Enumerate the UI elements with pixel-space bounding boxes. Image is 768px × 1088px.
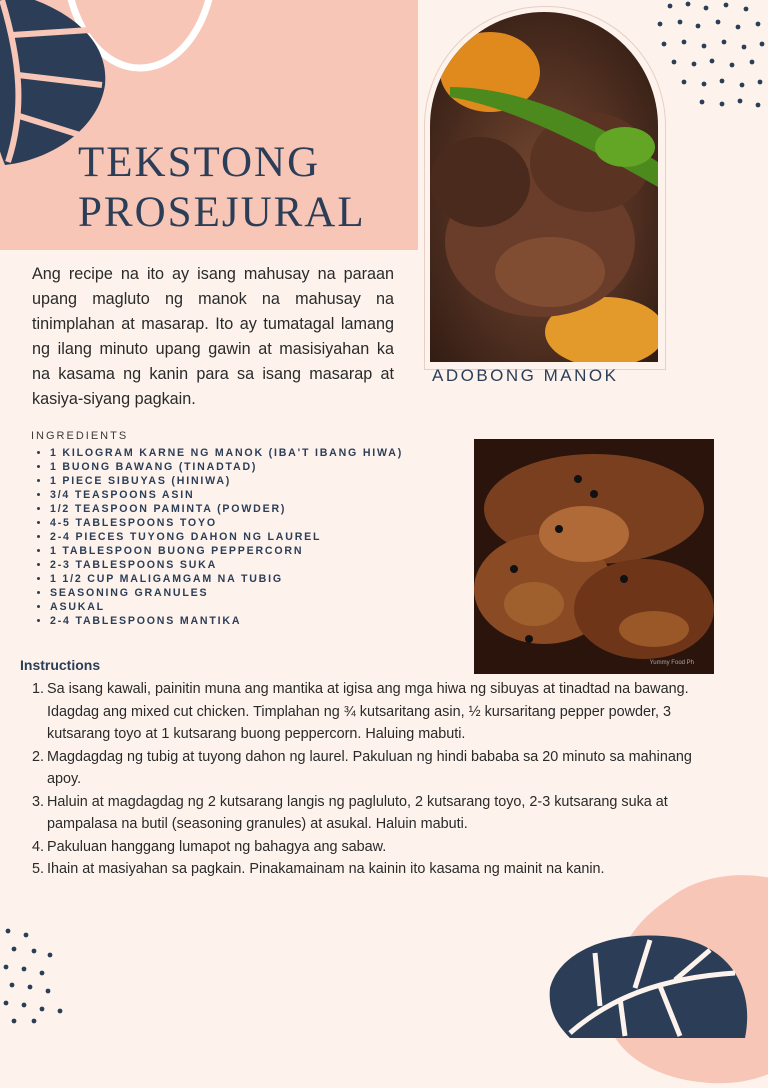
ingredient-item: • 2-4 PIECES TUYONG DAHON NG LAUREL [50, 530, 403, 544]
step-text: Sa isang kawali, painitin muna ang mantika at igisa ang mga hiwa ng sibuyas at tinadtad na bawang. Idagdag ang mixed cut chicken. Timplahan ng ¾ kutsaritang asin, ½ kursaritang pepper powder, 3 kutsarang toyo at 1 kutsarang buong peppercorn. Haluing mabuti. [47, 681, 689, 742]
instruction-step [32, 836, 722, 859]
monstera-leaf-icon [540, 928, 760, 1038]
dish-name: ADOBONG MANOK [432, 366, 619, 385]
ingredient-item: • 1 BUONG BAWANG (TINADTAD) [50, 460, 403, 474]
step-number: 5. [32, 861, 45, 877]
step-number: 4. [32, 838, 45, 855]
decorative-dots-bottom-left [0, 925, 70, 1024]
ingredient-item: • 1/2 TEASPOON PAMINTA (POWDER) [50, 502, 403, 516]
ingredient-item: • 1 KILOGRAM KARNE NG MANOK (IBA'T IBANG HIWA) [50, 446, 403, 460]
title-line-1: TEKSTONG [78, 139, 321, 186]
step-text: Pakuluan hanggang lumapot ng bahagya ang sabaw. [47, 838, 387, 855]
instruction-step [32, 791, 722, 836]
decorative-dots-top-right [650, 0, 768, 120]
intro-paragraph: Ang recipe na ito ay isang mahusay na paraan upang magluto ng manok na mahusay na tinimplahan at masarap. Ito ay tumatagal lamang ng ilang minuto upang gawin at masisiyahan ka na kasama ng kanin para sa isang masarap at kasiya-siyang pagkain. [32, 265, 394, 408]
ingredient-item: • 1 PIECE SIBUYAS (HINIWA) [50, 474, 403, 488]
instruction-step [32, 746, 722, 791]
step-text: Magdagdag ng tubig at tuyong dahon ng laurel. Pakuluan ng hindi bababa sa 20 minuto sa mahinang apoy. [47, 748, 692, 787]
instructions-heading: Instructions [20, 657, 101, 673]
ingredient-item: • 1 TABLESPOON BUONG PEPPERCORN [50, 544, 403, 558]
ingredients-heading: INGREDIENTS [31, 430, 129, 442]
ingredient-item: • 2-3 TABLESPOONS SUKA [50, 558, 403, 572]
instructions-list [32, 678, 722, 881]
adobo-photo-secondary [474, 439, 714, 674]
ingredient-item: • ASUKAL [50, 600, 403, 614]
ingredient-item: • 1 1/2 CUP MALIGAMGAM NA TUBIG [50, 572, 403, 586]
adobo-photo-main [430, 12, 658, 362]
ingredient-item: • 2-4 TABLESPOONS MANTIKA [50, 614, 403, 628]
step-text: Haluin at magdagdag ng 2 kutsarang langis ng pagluluto, 2 kutsarang toyo, 2-3 kutsarang suka at pampalasa na butil (seasoning granules) at asukal. Haluin mabuti. [47, 793, 668, 832]
step-number: 3. [32, 793, 45, 810]
step-number: 2. [32, 748, 45, 765]
step-number: 1. [32, 681, 45, 697]
ingredient-item: • SEASONING GRANULES [50, 586, 403, 600]
photo-credit: Yummy Food Ph [649, 660, 694, 666]
page-title [78, 138, 366, 238]
ingredients-list [32, 446, 403, 628]
instruction-step [32, 678, 722, 746]
ingredient-item: • 4-5 TABLESPOONS TOYO [50, 516, 403, 530]
step-text: Ihain at masiyahan sa pagkain. Pinakamainam na kainin ito kasama ng mainit na kanin. [47, 861, 605, 877]
title-line-2: PROSEJURAL [78, 189, 366, 236]
ingredient-item: • 3/4 TEASPOONS ASIN [50, 488, 403, 502]
